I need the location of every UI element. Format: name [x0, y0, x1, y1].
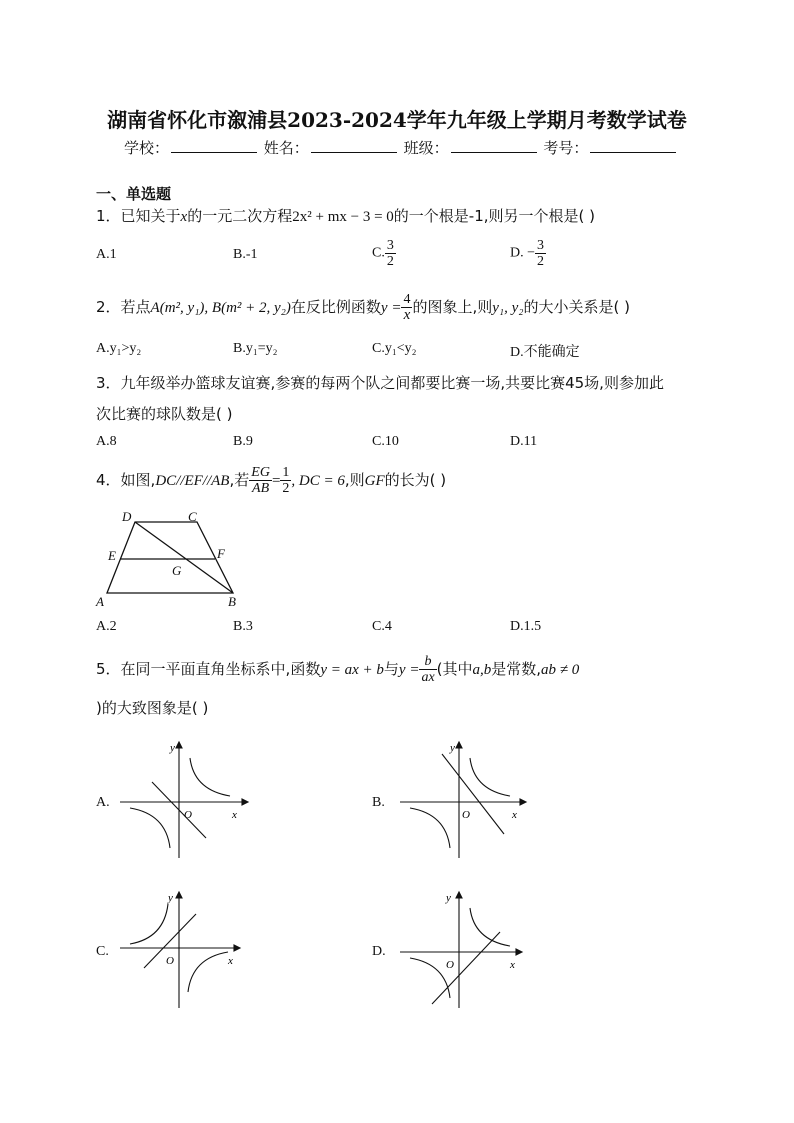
question-5-line-2: )的大致图象是( ) [96, 699, 209, 717]
q1-d-fraction [535, 238, 546, 269]
trapezoid-figure [90, 508, 250, 612]
q4-ratio [249, 465, 272, 496]
q2-option-b[interactable]: B.y₁=y₂ [233, 341, 278, 356]
q1-option-c[interactable] [372, 238, 396, 269]
q5-option-a-label[interactable]: A. [96, 795, 110, 810]
q5-mid: 与 [383, 660, 399, 678]
q5-f-den: ax [421, 670, 435, 685]
class-blank[interactable] [451, 138, 537, 153]
q3-option-d[interactable]: D.11 [510, 434, 538, 449]
q2-option-c[interactable]: C.y₁<y₂ [372, 341, 417, 356]
q4-eq: = [271, 473, 281, 489]
school-label: 学校： [124, 139, 170, 157]
q5-option-d-label[interactable]: D. [372, 944, 386, 959]
q2-f-num: 4 [403, 292, 411, 307]
q2-ys: y₁, y₂ [492, 300, 524, 316]
axis-y-label: y [170, 742, 175, 754]
q4-gf: GF [364, 473, 385, 489]
q2-option-d[interactable]: D.不能确定 [510, 345, 580, 360]
axis-x-label: x [510, 959, 515, 971]
q4-ratio-num: EG [251, 465, 270, 480]
question-5-line-1 [96, 654, 579, 685]
name-label: 姓名： [263, 139, 309, 157]
q1-equation: 2x² + mx − 3 = 0 [292, 209, 394, 225]
q4-option-c[interactable]: C.4 [372, 619, 392, 634]
q1-var: x [180, 209, 188, 225]
q4-half-den: 2 [282, 481, 290, 496]
q2-point-a: A(m², y₁) [150, 300, 205, 316]
label-e: E [108, 548, 116, 563]
q1-c-label: C. [372, 245, 385, 261]
question-2 [96, 292, 630, 323]
q3-option-a[interactable]: A.8 [96, 434, 117, 449]
question-3-line-2: 次比赛的球队数是( ) [96, 405, 233, 423]
class-label: 班级： [403, 139, 449, 157]
q5-option-c-label[interactable]: C. [96, 944, 109, 959]
origin-label: O [462, 809, 470, 821]
q5-fraction [419, 654, 436, 685]
q4-mid: ,若 [229, 471, 250, 489]
label-a: A [96, 594, 104, 609]
q5-prefix: 5．在同一平面直角坐标系中,函数 [96, 660, 321, 678]
q4-half-num: 1 [282, 465, 290, 480]
q5-func-inverse: y = [398, 662, 420, 678]
axis-x-label: x [228, 955, 233, 967]
q4-option-a[interactable]: A.2 [96, 619, 117, 634]
question-4 [96, 465, 446, 496]
q1-option-b[interactable]: B.-1 [233, 247, 258, 262]
trapezoid-outline [107, 522, 233, 593]
section-heading: 一、单选题 [96, 185, 172, 203]
q4-dc: , DC = 6 [291, 473, 345, 489]
q1-d-den: 2 [537, 254, 545, 269]
q5-func-linear: y = ax + b [320, 662, 384, 678]
q5-option-b-label[interactable]: B. [372, 795, 385, 810]
label-g: G [172, 563, 182, 578]
name-blank[interactable] [311, 138, 397, 153]
q2-fraction [401, 292, 412, 323]
q2-suffix: 的大小关系是( ) [523, 298, 630, 316]
q2-option-a[interactable]: A.y₁>y₂ [96, 341, 142, 356]
q5-mid2: (其中 [436, 660, 473, 678]
q1-c-fraction [385, 238, 396, 269]
number-blank[interactable] [590, 138, 676, 153]
axis-y-label: y [446, 892, 451, 904]
question-1 [96, 205, 595, 226]
q4-ratio-den: AB [252, 481, 270, 496]
axis-y-label: y [168, 892, 173, 904]
q2-func: y = [380, 300, 402, 316]
q5-graph-c[interactable] [112, 888, 252, 1012]
q1-d-num: 3 [537, 238, 545, 253]
q2-prefix: 2．若点 [96, 298, 151, 316]
origin-label: O [184, 809, 192, 821]
q2-mid: 在反比例函数 [290, 298, 381, 316]
q5-f-num: b [419, 654, 436, 670]
q3-option-b[interactable]: B.9 [233, 434, 253, 449]
origin-label: O [166, 955, 174, 967]
q5-condition: ab ≠ 0 [541, 662, 580, 678]
number-label: 考号： [543, 139, 589, 157]
q1-suffix: 的一个根是-1,则另一个根是( ) [393, 207, 595, 225]
q4-condition: DC//EF//AB [155, 473, 230, 489]
q4-end: 的长为( ) [384, 471, 447, 489]
question-3-line-1: 3．九年级举办篮球友谊赛,参赛的每两个队之间都要比赛一场,共要比赛45场,则参加此 [96, 374, 664, 392]
q5-graph-b[interactable] [392, 738, 532, 862]
q1-c-num: 3 [386, 238, 394, 253]
axis-x-label: x [232, 809, 237, 821]
q4-option-d[interactable]: D.1.5 [510, 619, 542, 634]
q4-suffix: ,则 [344, 471, 365, 489]
q1-mid: 的一元二次方程 [187, 207, 293, 225]
origin-label: O [446, 959, 454, 971]
school-blank[interactable] [171, 138, 257, 153]
label-f: F [217, 546, 225, 561]
q5-graph-d[interactable] [392, 888, 532, 1012]
q4-option-b[interactable]: B.3 [233, 619, 253, 634]
label-d: D [122, 509, 132, 524]
label-c: C [188, 509, 197, 524]
q4-prefix: 4．如图, [96, 471, 156, 489]
label-b: B [228, 594, 236, 609]
page-title: 湖南省怀化市溆浦县2023-2024学年九年级上学期月考数学试卷 [107, 108, 687, 132]
q5-vars: a,b [472, 662, 492, 678]
q3-option-c[interactable]: C.10 [372, 434, 399, 449]
axis-y-label: y [450, 742, 455, 754]
q1-c-den: 2 [386, 254, 394, 269]
q1-option-a[interactable]: A.1 [96, 247, 117, 262]
q2-mid2: 的图象上,则 [412, 298, 493, 316]
q1-d-label: D. − [510, 245, 536, 261]
student-info-line [124, 137, 678, 158]
q5-graph-a[interactable] [112, 738, 252, 862]
q5-mid3: 是常数, [491, 660, 542, 678]
q2-point-b: , B(m² + 2, y₂) [204, 300, 291, 316]
q1-prefix: 1．已知关于 [96, 207, 181, 225]
q2-f-den: x [403, 307, 411, 323]
q4-half [280, 465, 291, 496]
q1-option-d[interactable] [510, 238, 546, 269]
axis-x-label: x [512, 809, 517, 821]
